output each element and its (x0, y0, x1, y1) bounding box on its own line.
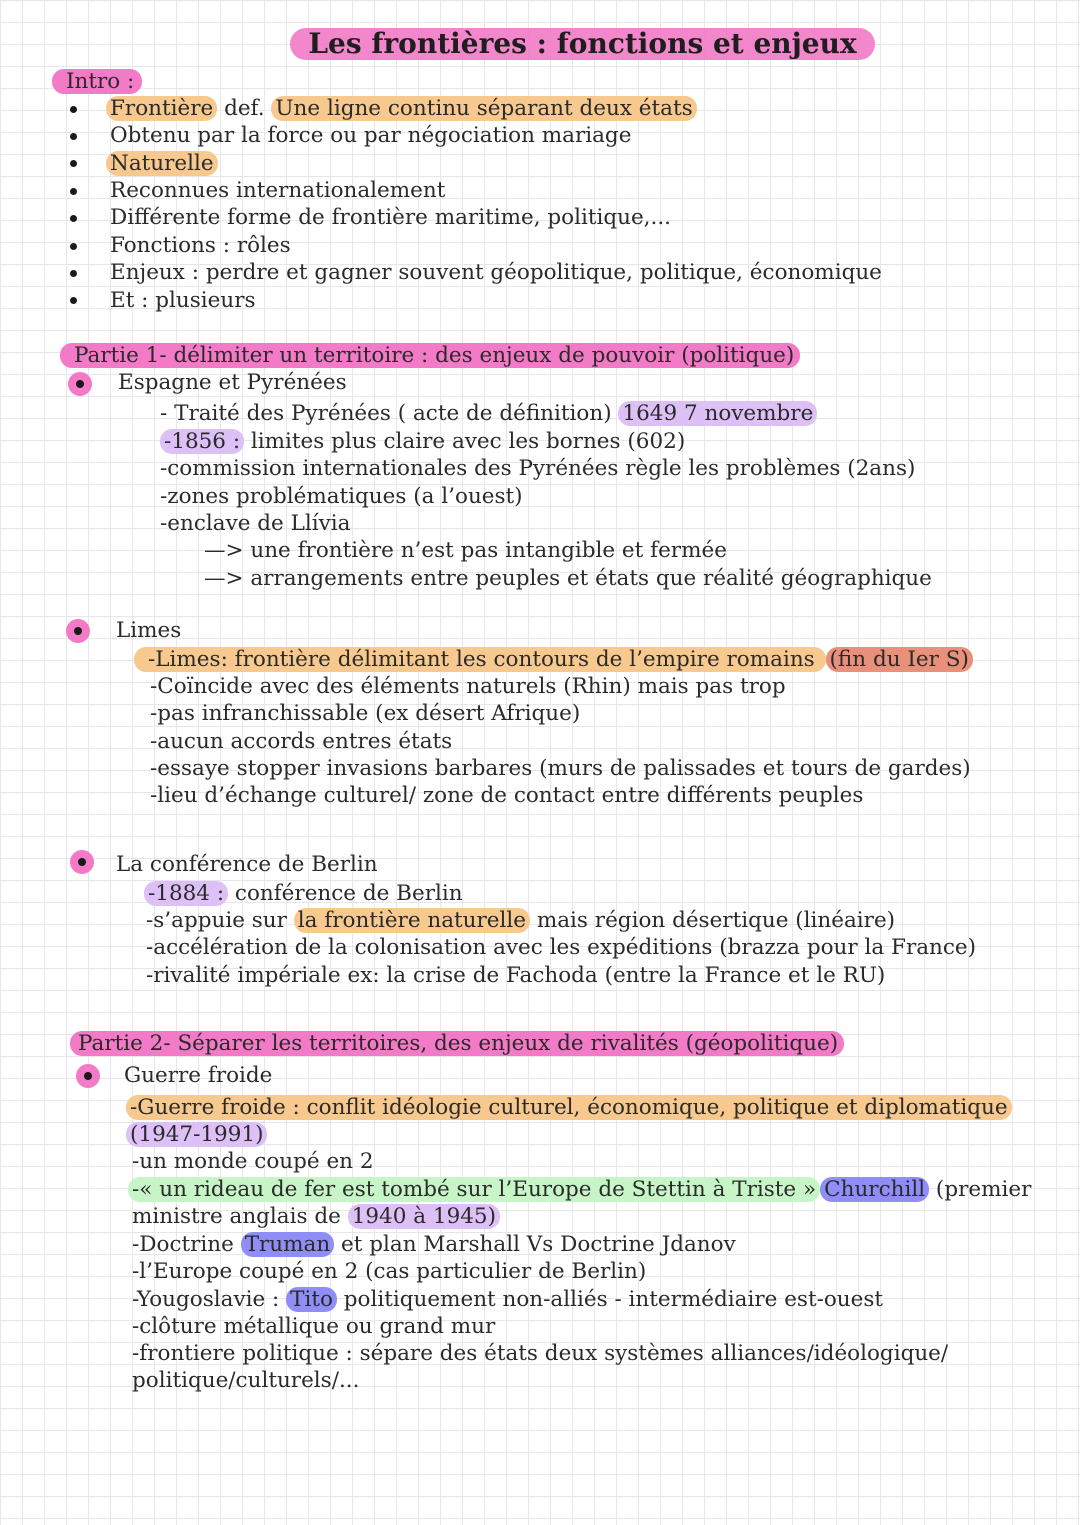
limes-line-2: -Coïncide avec des éléments naturels (Rhin) mais pas trop (150, 674, 786, 699)
bullet (70, 297, 77, 304)
intro-item-3: Naturelle (106, 150, 218, 177)
intro-item-2: Obtenu par la force ou par négociation mariage (110, 123, 632, 148)
bullet (70, 188, 77, 195)
bullet (70, 133, 77, 140)
guerre-line-2: (1947-1991) (126, 1121, 267, 1148)
limes-line-1: -Limes: frontière délimitant les contours de l’empire romains (fin du Ier S) (134, 646, 973, 673)
guerre-title: Guerre froide (124, 1063, 273, 1088)
intro-item-5: Différente forme de frontière maritime, politique,... (110, 205, 672, 230)
guerre-line-1: -Guerre froide : conflit idéologie culturel, économique, politique et diplomatique (126, 1094, 1012, 1121)
limes-title: Limes (116, 618, 182, 643)
bullet (70, 215, 77, 222)
section-bullet (70, 850, 94, 874)
intro-item-1: Frontière def. Une ligne continu séparant deux états (106, 95, 697, 122)
intro-item-8: Et : plusieurs (110, 288, 256, 313)
partie2-heading: Partie 2- Séparer les territoires, des enjeux de rivalités (géopolitique) (70, 1030, 844, 1057)
espagne-line-2: -1856 : limites plus claire avec les bornes (602) (160, 428, 685, 455)
intro-label-line (52, 68, 142, 95)
intro-item-6: Fonctions : rôles (110, 233, 291, 258)
guerre-line-8: -Yougoslavie : Tito politiquement non-alliés - intermédiaire est-ouest (132, 1287, 884, 1312)
espagne-line-3: -commission internationales des Pyrénées règle les problèmes (2ans) (160, 456, 916, 481)
limes-line-4: -aucun accords entres états (150, 729, 453, 754)
berlin-line-1: -1884 : conférence de Berlin (144, 880, 463, 907)
berlin-title: La conférence de Berlin (116, 852, 378, 877)
limes-line-5: -essaye stopper invasions barbares (murs de palissades et tours de gardes) (150, 756, 971, 781)
guerre-line-5: ministre anglais de 1940 à 1945) (132, 1203, 500, 1230)
bullet (70, 106, 77, 113)
guerre-line-11: politique/culturels/... (132, 1368, 360, 1393)
bullet (70, 160, 77, 167)
limes-line-6: -lieu d’échange culturel/ zone de contact entre différents peuples (150, 783, 864, 808)
guerre-line-9: -clôture métallique ou grand mur (132, 1314, 496, 1339)
espagne-line-1: - Traité des Pyrénées ( acte de définition) 1649 7 novembre (160, 400, 817, 427)
berlin-line-4: -rivalité impériale ex: la crise de Fachoda (entre la France et le RU) (146, 963, 886, 988)
berlin-line-3: -accélération de la colonisation avec les expéditions (brazza pour la France) (146, 935, 977, 960)
guerre-line-10: -frontiere politique : sépare des états deux systèmes alliances/idéologique/ (132, 1341, 949, 1366)
intro-label: Intro : (52, 69, 142, 94)
page-title: Les frontières : fonctions et enjeux (290, 22, 875, 66)
partie1-heading: Partie 1- délimiter un territoire : des enjeux de pouvoir (politique) (60, 342, 800, 369)
espagne-line-6: —> une frontière n’est pas intangible et fermée (204, 538, 727, 563)
espagne-line-4: -zones problématiques (a l’ouest) (160, 484, 523, 509)
section-bullet (68, 372, 92, 396)
guerre-line-6: -Doctrine Truman et plan Marshall Vs Doctrine Jdanov (132, 1232, 736, 1257)
section-bullet (76, 1064, 100, 1088)
intro-item-7: Enjeux : perdre et gagner souvent géopolitique, politique, économique (110, 260, 882, 285)
guerre-line-7: -l’Europe coupé en 2 (cas particulier de Berlin) (132, 1259, 647, 1284)
bullet (70, 243, 77, 250)
espagne-line-5: -enclave de Llívia (160, 511, 351, 536)
bullet (70, 270, 77, 277)
limes-line-3: -pas infranchissable (ex désert Afrique) (150, 701, 581, 726)
berlin-line-2: -s’appuie sur la frontière naturelle mais région désertique (linéaire) (146, 908, 896, 933)
section-bullet (66, 619, 90, 643)
guerre-line-4: -« un rideau de fer est tombé sur l’Europe de Stettin à Triste » Churchill (premier (128, 1176, 1031, 1203)
espagne-title: Espagne et Pyrénées (118, 370, 347, 395)
espagne-line-7: —> arrangements entre peuples et états que réalité géographique (204, 566, 932, 591)
intro-item-4: Reconnues internationalement (110, 178, 446, 203)
guerre-line-3: -un monde coupé en 2 (132, 1149, 374, 1174)
